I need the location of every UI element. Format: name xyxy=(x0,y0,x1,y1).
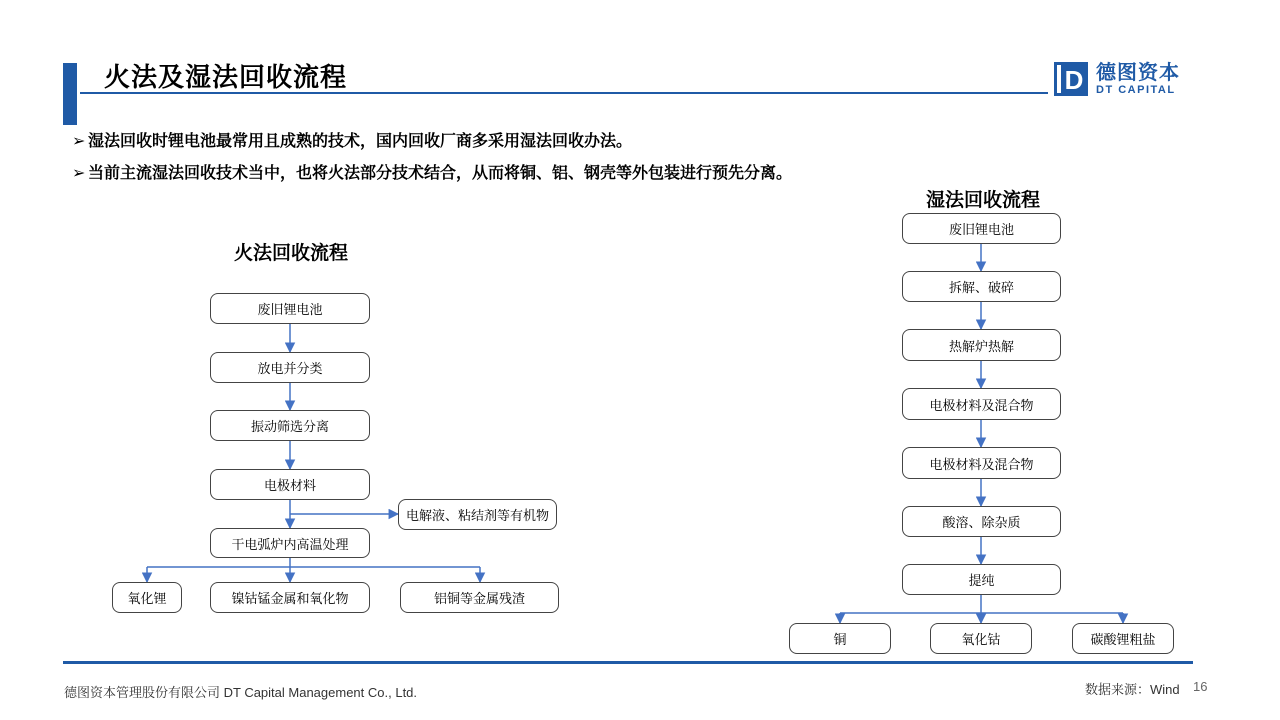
bullet-arrow-icon: ➢ xyxy=(72,165,86,182)
title-accent-bar xyxy=(63,63,77,125)
fire-step-arc-furnace: 干电弧炉内高温处理 xyxy=(210,528,370,558)
fire-step-vibration-screening: 振动筛选分离 xyxy=(210,410,370,441)
bullet-text: 湿法回收时锂电池最常用且成熟的技术，国内回收厂商多采用湿法回收办法。 xyxy=(88,133,633,150)
footer-divider xyxy=(63,661,1193,664)
bullet-arrow-icon: ➢ xyxy=(72,133,86,150)
bullet-1 xyxy=(72,131,632,153)
wet-step-purify: 提纯 xyxy=(902,564,1061,595)
bullet-2 xyxy=(72,163,792,185)
fire-step-waste-battery: 废旧锂电池 xyxy=(210,293,370,324)
page-number: 16 xyxy=(1193,679,1208,694)
logo-chinese-name: 德图资本 xyxy=(1096,62,1180,84)
page-title: 火法及湿法回收流程 xyxy=(104,62,348,92)
wet-step-acid-leach: 酸溶、除杂质 xyxy=(902,506,1061,537)
fire-product-lithium-oxide: 氧化锂 xyxy=(112,582,182,613)
fire-side-organics: 电解液、粘结剂等有机物 xyxy=(398,499,557,530)
logo-english-name: DT CAPITAL xyxy=(1096,84,1176,96)
wet-step-electrode-mix-2: 电极材料及混合物 xyxy=(902,447,1061,479)
footer-data-source: 数据来源：Wind xyxy=(1085,682,1180,697)
bullet-text: 当前主流湿法回收技术当中，也将火法部分技术结合，从而将铜、铝、钢壳等外包装进行预先分离。 xyxy=(88,165,793,182)
footer-company: 德图资本管理股份有限公司 DT Capital Management Co., Ltd. xyxy=(64,685,418,700)
wet-product-lithium-carbonate: 碳酸锂粗盐 xyxy=(1072,623,1174,654)
wet-product-copper: 铜 xyxy=(789,623,891,654)
wet-step-waste-battery: 废旧锂电池 xyxy=(902,213,1061,244)
fire-product-nicomn: 镍钴锰金属和氧化物 xyxy=(210,582,370,613)
fire-product-metal-residue: 铝铜等金属残渣 xyxy=(400,582,559,613)
fire-step-electrode-material: 电极材料 xyxy=(210,469,370,500)
fire-step-discharge-sort: 放电并分类 xyxy=(210,352,370,383)
wet-process-title: 湿法回收流程 xyxy=(926,190,1041,211)
wet-step-pyrolysis: 热解炉热解 xyxy=(902,329,1061,361)
dt-logo-icon xyxy=(1054,62,1088,96)
wet-product-cobalt-oxide: 氧化钴 xyxy=(930,623,1032,654)
company-logo xyxy=(1054,60,1184,100)
wet-step-dismantle-crush: 拆解、破碎 xyxy=(902,271,1061,302)
svg-text:D: D xyxy=(1064,65,1084,95)
fire-process-title: 火法回收流程 xyxy=(234,243,349,264)
wet-step-electrode-mix-1: 电极材料及混合物 xyxy=(902,388,1061,420)
